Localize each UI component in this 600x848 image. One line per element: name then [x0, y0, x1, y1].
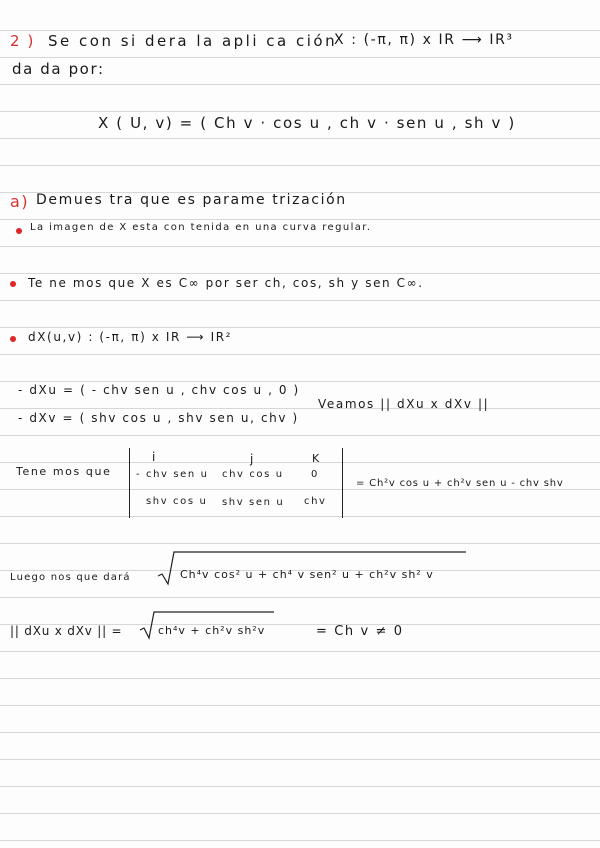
bullet-dot-3 [10, 336, 16, 342]
parametrization-formula: X ( U, v) = ( Ch v · cos u , ch v · sen u , sh v ) [98, 114, 516, 132]
sqrt1-content: Ch⁴v cos² u + ch⁴ v sen² u + ch²v sh² v [180, 568, 434, 581]
matrix-r1c3: 0 [311, 469, 319, 480]
bullet-1-text: La imagen de X esta con tenida en una curva regular. [30, 222, 372, 233]
bullet-3-text: dX(u,v) : (-π, π) x IR ⟶ IR² [28, 330, 233, 344]
partial-xv: - dXv = ( shv cos u , shv sen u, chv ) [18, 411, 299, 425]
exercise-number: 2 ) [10, 32, 35, 50]
veamos-text: Veamos || dXu x dXv || [318, 397, 490, 411]
matrix-header-j: j [250, 452, 255, 466]
bullet-2-text: Te ne mos que X es C∞ por ser ch, cos, sh y sen C∞. [28, 276, 424, 290]
bullet-dot-1 [16, 228, 22, 234]
matrix-r2c2: shv sen u [222, 497, 285, 508]
partial-xu: - dXu = ( - chv sen u , chv cos u , 0 ) [18, 383, 300, 397]
statement-text: Se con si dera la apli ca ción [48, 32, 338, 50]
matrix-left-bar [129, 448, 130, 518]
matrix-lead-text: Tene mos que [16, 465, 112, 478]
matrix-header-i: i [152, 450, 157, 464]
matrix-r1c2: chv cos u [222, 469, 284, 480]
matrix-r2c1: shv cos u [146, 496, 208, 507]
matrix-result: = Ch²v cos u + ch²v sen u - chv shv [356, 478, 564, 489]
matrix-header-k: K [312, 452, 321, 465]
final-result: = Ch v ≠ 0 [316, 624, 404, 639]
part-a-title: Demues tra que es parame trización [36, 192, 347, 208]
luego-text: Luego nos que dará [10, 572, 131, 583]
map-definition: X : (-π, π) x IR ⟶ IR³ [334, 32, 514, 48]
part-a-label: a) [10, 192, 30, 211]
norm-label: || dXu x dXv || = [10, 624, 123, 638]
matrix-r2c3: chv [304, 496, 327, 507]
given-by-text: da da por: [12, 60, 105, 78]
bullet-dot-2 [10, 281, 16, 287]
matrix-r1c1: - chv sen u [136, 469, 209, 480]
matrix-right-bar [342, 448, 343, 518]
sqrt2-content: ch⁴v + ch²v sh²v [158, 624, 266, 637]
